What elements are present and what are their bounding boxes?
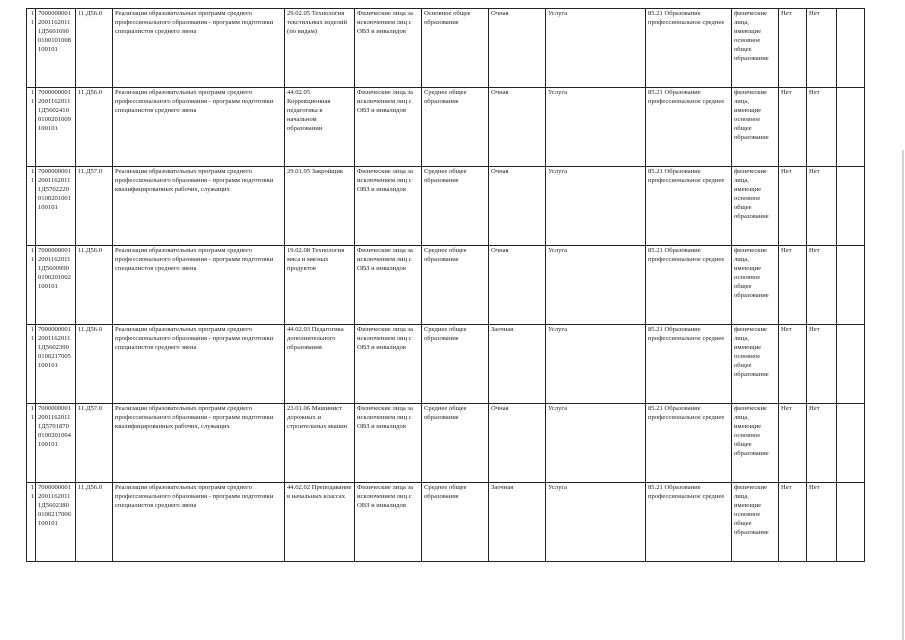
empty-cell xyxy=(837,325,865,404)
flag-2: Нет xyxy=(807,404,837,483)
registry-code: 7000000001 2001162011 1Д5600990 0100201002 100101 xyxy=(36,246,76,325)
study-form: Очная xyxy=(489,404,546,483)
row-number: 11 xyxy=(27,483,36,562)
table-row xyxy=(27,88,865,167)
flag-1: Нет xyxy=(779,9,807,88)
consumers: физические лица, имеющие основное общее образование xyxy=(732,483,779,562)
empty-cell xyxy=(837,88,865,167)
empty-cell xyxy=(837,483,865,562)
consumers: физические лица, имеющие основное общее образование xyxy=(732,9,779,88)
service-kind-code: 11.Д56.0 xyxy=(76,246,113,325)
specialty: 23.01.06 Машинист дорожных и строительных машин xyxy=(285,404,355,483)
service-type: Услуга xyxy=(546,88,646,167)
row-number: 11 xyxy=(27,167,36,246)
service-kind-code: 11.Д57.0 xyxy=(76,167,113,246)
registry-table-body xyxy=(27,9,865,562)
service-type: Услуга xyxy=(546,404,646,483)
row-number: 11 xyxy=(27,9,36,88)
okved-activity: 85.21 Образование профессиональное среднее xyxy=(646,167,732,246)
education-base: Среднее общее образование xyxy=(422,404,489,483)
consumer-category: Физические лица за исключением лиц с ОВЗ и инвалидов xyxy=(355,404,422,483)
registry-code: 7000000001 2001162011 1Д5702220 0100201001 100101 xyxy=(36,167,76,246)
service-kind-code: 11.Д56.0 xyxy=(76,88,113,167)
service-kind-code: 11.Д56.0 xyxy=(76,9,113,88)
specialty: 44.02.05 Коррекционная педагогика в начальном образовании xyxy=(285,88,355,167)
study-form: Очная xyxy=(489,246,546,325)
flag-2: Нет xyxy=(807,9,837,88)
specialty: 19.02.08 Технология мяса и мясных продуктов xyxy=(285,246,355,325)
flag-1: Нет xyxy=(779,246,807,325)
service-kind-code: 11.Д56.0 xyxy=(76,325,113,404)
program-name: Реализация образовательных программ среднего профессионального образования - программ подготовки специалистов среднего звена xyxy=(113,246,285,325)
consumer-category: Физические лица за исключением лиц с ОВЗ и инвалидов xyxy=(355,88,422,167)
row-number: 11 xyxy=(27,404,36,483)
registry-code: 7000000001 2001162011 1Д5602380 0100217006 100101 xyxy=(36,483,76,562)
specialty: 44.02.02 Преподавание в начальных классах xyxy=(285,483,355,562)
study-form: Очная xyxy=(489,167,546,246)
consumer-category: Физические лица за исключением лиц с ОВЗ и инвалидов xyxy=(355,9,422,88)
consumer-category: Физические лица за исключением лиц с ОВЗ и инвалидов xyxy=(355,325,422,404)
registry-code: 7000000001 2001162011 1Д5701870 0100201004 100101 xyxy=(36,404,76,483)
consumers: физические лица, имеющие основное общее образование xyxy=(732,325,779,404)
service-type: Услуга xyxy=(546,246,646,325)
row-number: 11 xyxy=(27,325,36,404)
specialty: 29.02.05 Технология текстильных изделий (по видам) xyxy=(285,9,355,88)
education-base: Среднее общее образование xyxy=(422,167,489,246)
flag-1: Нет xyxy=(779,88,807,167)
flag-2: Нет xyxy=(807,167,837,246)
program-name: Реализация образовательных программ среднего профессионального образования - программ подготовки специалистов среднего звена xyxy=(113,483,285,562)
service-type: Услуга xyxy=(546,9,646,88)
education-base: Основное общее образование xyxy=(422,9,489,88)
row-number: 11 xyxy=(27,88,36,167)
flag-1: Нет xyxy=(779,167,807,246)
empty-cell xyxy=(837,246,865,325)
program-name: Реализация образовательных программ среднего профессионального образования - программ подготовки квалифицированных рабочих, служащих xyxy=(113,167,285,246)
flag-2: Нет xyxy=(807,246,837,325)
service-type: Услуга xyxy=(546,167,646,246)
consumer-category: Физические лица за исключением лиц с ОВЗ и инвалидов xyxy=(355,246,422,325)
flag-2: Нет xyxy=(807,88,837,167)
service-type: Услуга xyxy=(546,325,646,404)
service-kind-code: 11.Д56.0 xyxy=(76,483,113,562)
program-name: Реализация образовательных программ среднего профессионального образования - программ подготовки специалистов среднего звена xyxy=(113,9,285,88)
registry-code: 7000000001 2001162011 1Д5602390 0100217005 100101 xyxy=(36,325,76,404)
consumers: физические лица, имеющие основное общее образование xyxy=(732,88,779,167)
okved-activity: 85.21 Образование профессиональное среднее xyxy=(646,9,732,88)
empty-cell xyxy=(837,167,865,246)
empty-cell xyxy=(837,9,865,88)
table-row xyxy=(27,404,865,483)
registry-sheet xyxy=(26,8,864,562)
flag-2: Нет xyxy=(807,483,837,562)
education-base: Среднее общее образование xyxy=(422,325,489,404)
study-form: Очная xyxy=(489,88,546,167)
specialty: 44.02.03 Педагогика дополнительного образования xyxy=(285,325,355,404)
flag-1: Нет xyxy=(779,404,807,483)
registry-code: 7000000001 2001162011 1Д5601690 0100101008 100101 xyxy=(36,9,76,88)
education-base: Среднее общее образование xyxy=(422,88,489,167)
education-base: Среднее общее образование xyxy=(422,246,489,325)
program-name: Реализация образовательных программ среднего профессионального образования - программ подготовки специалистов среднего звена xyxy=(113,325,285,404)
program-name: Реализация образовательных программ среднего профессионального образования - программ подготовки специалистов среднего звена xyxy=(113,88,285,167)
flag-2: Нет xyxy=(807,325,837,404)
table-row xyxy=(27,325,865,404)
flag-1: Нет xyxy=(779,483,807,562)
education-base: Среднее общее образование xyxy=(422,483,489,562)
okved-activity: 85.21 Образование профессиональное среднее xyxy=(646,483,732,562)
study-form: Заочная xyxy=(489,325,546,404)
services-registry-table xyxy=(26,8,865,562)
row-number: 11 xyxy=(27,246,36,325)
okved-activity: 85.21 Образование профессиональное среднее xyxy=(646,325,732,404)
scan-edge-shadow xyxy=(902,150,904,640)
table-row xyxy=(27,246,865,325)
consumers: физические лица, имеющие основное общее образование xyxy=(732,404,779,483)
program-name: Реализация образовательных программ среднего профессионального образования - программ подготовки квалифицированных рабочих, служащих xyxy=(113,404,285,483)
flag-1: Нет xyxy=(779,325,807,404)
consumer-category: Физические лица за исключением лиц с ОВЗ и инвалидов xyxy=(355,483,422,562)
okved-activity: 85.21 Образование профессиональное среднее xyxy=(646,88,732,167)
empty-cell xyxy=(837,404,865,483)
study-form: Заочная xyxy=(489,483,546,562)
consumer-category: Физические лица за исключением лиц с ОВЗ и инвалидов xyxy=(355,167,422,246)
service-type: Услуга xyxy=(546,483,646,562)
okved-activity: 85.21 Образование профессиональное среднее xyxy=(646,246,732,325)
consumers: физические лица, имеющие основное общее образование xyxy=(732,246,779,325)
service-kind-code: 11.Д57.0 xyxy=(76,404,113,483)
okved-activity: 85.21 Образование профессиональное среднее xyxy=(646,404,732,483)
table-row xyxy=(27,167,865,246)
study-form: Очная xyxy=(489,9,546,88)
specialty: 29.01.05 Закройщик xyxy=(285,167,355,246)
consumers: физические лица, имеющие основное общее образование xyxy=(732,167,779,246)
table-row xyxy=(27,9,865,88)
registry-code: 7000000001 2001162011 1Д5602410 0100201009 100101 xyxy=(36,88,76,167)
table-row xyxy=(27,483,865,562)
